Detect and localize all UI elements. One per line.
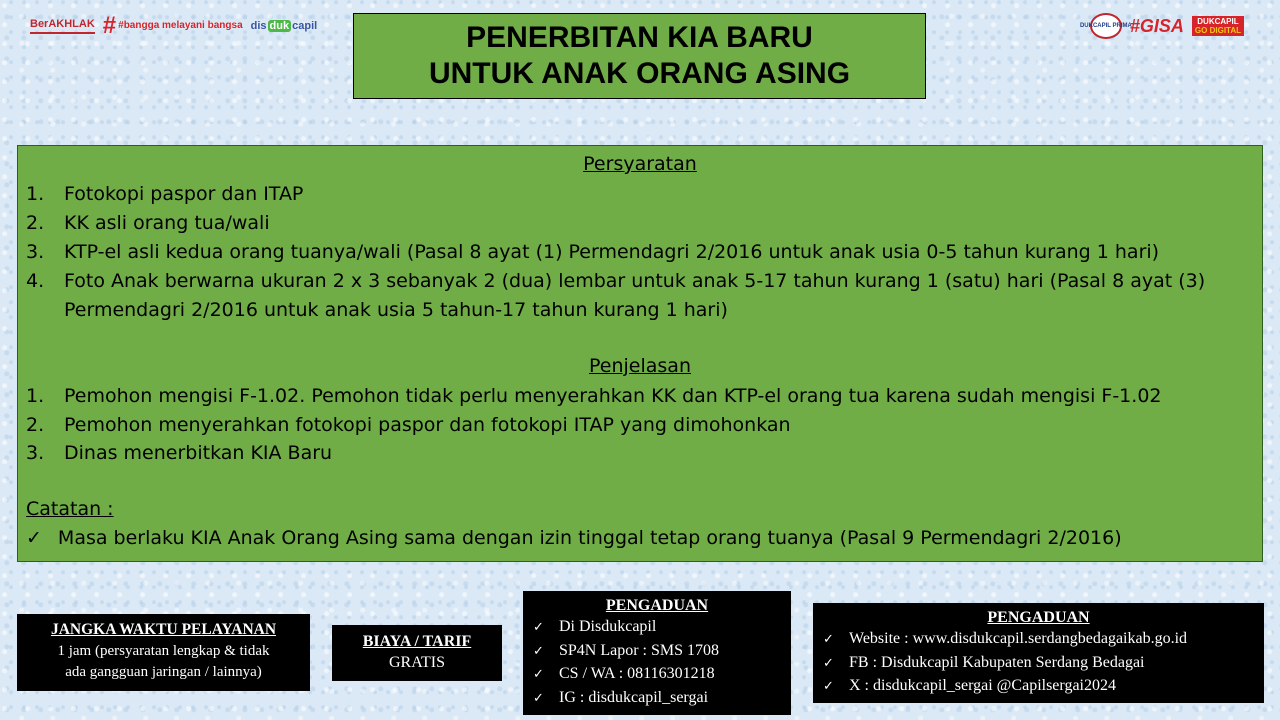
gisa-logo: #GISA [1129, 15, 1184, 36]
list-text: Dinas menerbitkan KIA Baru [64, 442, 333, 464]
dukcapil-prima-logo: DUKCAPIL PRIMA [1090, 13, 1122, 39]
logo-group-left [30, 10, 317, 42]
penjelasan-heading: Penjelasan [589, 355, 691, 377]
complaint-x: X : disdukcapil_sergai @Capilsergai2024 [849, 677, 1116, 694]
list-item [26, 180, 1242, 209]
list-text: Foto Anak berwarna ukuran 2 x 3 sebanyak 2 (dua) lembar untuk anak 5-17 tahun kurang 1 (satu) hari (Pasal 8 ayat (3) Permendagri 2/2016 untuk anak usia 5 tahun-17 tahun kurang 1 hari) [64, 270, 1206, 321]
list-text: Pemohon mengisi F-1.02. Pemohon tidak perlu menyerahkan KK dan KTP-el orang tua karena sudah mengisi F-1.02 [64, 385, 1162, 407]
complaint-heading-1: PENGADUAN [605, 597, 709, 614]
list-number: 2. [26, 212, 45, 234]
list-number: 4. [26, 270, 45, 292]
list-number: 1. [26, 385, 45, 407]
list-item [26, 382, 1242, 411]
service-time-heading: JANGKA WAKTU PELAYANAN [50, 621, 277, 638]
checkmark-icon: ✓ [26, 527, 42, 549]
list-text: KK asli orang tua/wali [64, 212, 270, 234]
checkmark-icon: ✓ [823, 632, 834, 647]
complaint-website[interactable]: Website : www.disdukcapil.serdangbedagaikab.go.id [849, 630, 1188, 647]
go-digital-line1: DUKCAPIL [1197, 17, 1239, 26]
catatan-text: Masa berlaku KIA Anak Orang Asing sama dengan izin tinggal tetap orang tuanya (Pasal 9 Permendagri 2/2016) [57, 527, 1122, 549]
fee-box [332, 625, 502, 681]
checkmark-icon: ✓ [533, 620, 544, 635]
hash-icon: # [102, 12, 117, 39]
list-number: 2. [26, 414, 45, 436]
persyaratan-heading: Persyaratan [583, 153, 697, 175]
bangga-melayani-logo [103, 14, 243, 38]
complaint-facebook: FB : Disdukcapil Kabupaten Serdang Bedagai [849, 653, 1145, 671]
page-title [353, 13, 926, 99]
list-item [26, 238, 1242, 267]
list-item [533, 663, 791, 687]
title-line-2: UNTUK ANAK ORANG ASING [428, 57, 851, 90]
list-number: 3. [26, 241, 45, 263]
fee-value: GRATIS [388, 654, 445, 671]
complaint-list-1 [533, 616, 791, 710]
complaint-item-text: SP4N Lapor : SMS 1708 [559, 641, 720, 659]
list-item [26, 267, 1242, 325]
list-item [533, 640, 791, 664]
bangga-melayani-text: #bangga melayani bangsa [118, 20, 243, 31]
service-time-line-2: ada gangguan jaringan / lainnya) [65, 664, 262, 680]
catatan-heading: Catatan : [26, 498, 114, 520]
title-line-1: PENERBITAN KIA BARU [466, 21, 813, 54]
list-item [533, 687, 791, 711]
service-time-line-1: 1 jam (persyaratan lengkap & tidak [57, 643, 270, 659]
complaint-item-text: IG : disdukcapil_sergai [559, 688, 709, 706]
list-item [823, 675, 1264, 699]
disdukcapil-logo-part2: duk [269, 20, 290, 32]
complaint-list-2 [823, 628, 1264, 699]
dukcapil-go-digital-logo [1192, 16, 1244, 36]
list-item [26, 411, 1242, 440]
complaint-box-2 [813, 603, 1264, 703]
requirements-panel [17, 145, 1263, 562]
checkmark-icon: ✓ [533, 643, 544, 659]
list-text: Fotokopi paspor dan ITAP [64, 183, 304, 205]
service-time-box [17, 614, 310, 691]
disdukcapil-logo [251, 20, 318, 32]
checkmark-icon: ✓ [823, 679, 834, 694]
logo-group-right [1079, 10, 1244, 42]
list-text: Pemohon menyerahkan fotokopi paspor dan fotokopi ITAP yang dimohonkan [64, 414, 791, 436]
list-text: KTP-el asli kedua orang tuanya/wali (Pasal 8 ayat (1) Permendagri 2/2016 untuk anak usia 0-5 tahun kurang 1 hari) [64, 241, 1160, 263]
complaint-item-text: CS / WA : 08116301218 [559, 665, 715, 682]
list-item [26, 439, 1242, 468]
checkmark-icon: ✓ [823, 655, 834, 671]
complaint-heading-2: PENGADUAN [987, 609, 1090, 626]
list-number: 1. [26, 183, 45, 205]
list-number: 3. [26, 442, 45, 464]
list-item [823, 628, 1264, 652]
berakhlak-logo: BerAKHLAK [30, 18, 95, 34]
list-item [26, 209, 1242, 238]
go-digital-line2: GO DIGITAL [1194, 26, 1241, 35]
checkmark-icon: ✓ [533, 667, 544, 682]
complaint-item-text: Di Disdukcapil [559, 618, 657, 635]
fee-heading: BIAYA / TARIF [362, 633, 472, 650]
checkmark-icon: ✓ [533, 690, 544, 706]
disdukcapil-logo-part1: dis [250, 20, 267, 32]
list-item [533, 616, 791, 640]
catatan-note [26, 527, 1122, 549]
disdukcapil-logo-part3: capil [292, 20, 318, 32]
list-item [823, 652, 1264, 676]
complaint-box-1 [523, 591, 791, 715]
